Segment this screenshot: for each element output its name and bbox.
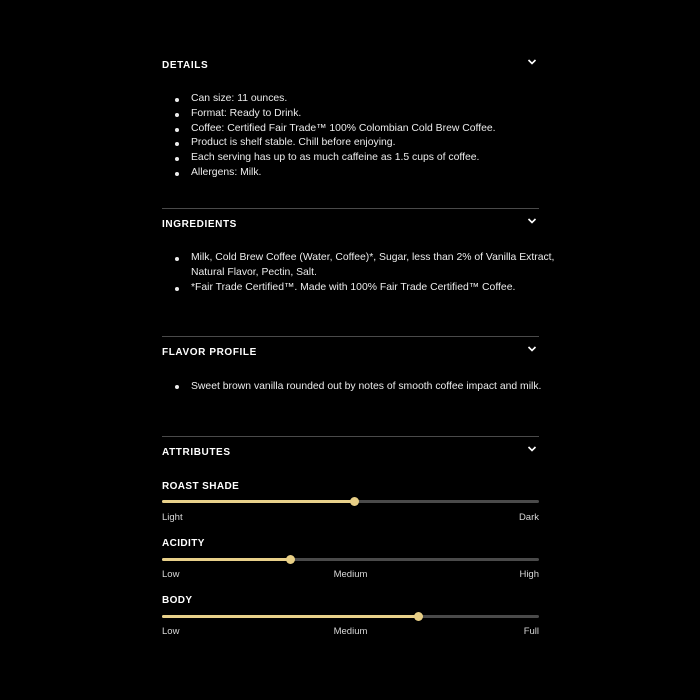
attribute-label-acidity: ACIDITY (162, 538, 205, 549)
attribute-label-roast-shade: ROAST SHADE (162, 481, 240, 492)
scale-label-min: Low (162, 626, 180, 637)
divider (162, 336, 539, 337)
list-item: Milk, Cold Brew Coffee (Water, Coffee)*, Sugar, less than 2% of Vanilla Extract, Natural Flavor, Pectin, Salt. (191, 251, 568, 281)
scale-label-min: Light (162, 512, 183, 523)
list-item: *Fair Trade Certified™. Made with 100% Fair Trade Certified™ Coffee. (191, 281, 568, 296)
section-header-attributes[interactable] (162, 444, 539, 464)
scale-label-min: Low (162, 569, 180, 580)
section-title-details: DETAILS (162, 60, 209, 71)
chevron-down-icon[interactable] (527, 444, 537, 454)
scale-label-max: Full (523, 626, 539, 637)
details-list (162, 92, 568, 181)
section-title-flavor-profile: FLAVOR PROFILE (162, 347, 257, 358)
divider (162, 436, 539, 437)
list-item: Coffee: Certified Fair Trade™ 100% Colombian Cold Brew Coffee. (191, 122, 568, 137)
section-header-ingredients[interactable] (162, 216, 539, 236)
list-item: Format: Ready to Drink. (191, 107, 568, 122)
section-title-ingredients: INGREDIENTS (162, 219, 237, 230)
body-slider[interactable] (162, 612, 539, 622)
chevron-down-icon[interactable] (527, 344, 537, 354)
list-item: Each serving has up to as much caffeine as 1.5 cups of coffee. (191, 151, 568, 166)
section-title-attributes: ATTRIBUTES (162, 447, 231, 458)
scale-label-mid: Medium (333, 569, 368, 580)
list-item: Allergens: Milk. (191, 166, 568, 181)
slider-thumb[interactable] (414, 612, 423, 621)
slider-fill (162, 615, 418, 618)
divider (162, 208, 539, 209)
slider-fill (162, 500, 354, 503)
attribute-label-body: BODY (162, 595, 193, 606)
list-item: Can size: 11 ounces. (191, 92, 568, 107)
slider-fill (162, 558, 290, 561)
flavor-profile-list (162, 379, 568, 396)
roast-shade-slider[interactable] (162, 497, 539, 507)
acidity-slider[interactable] (162, 555, 539, 565)
scale-label-max: High (519, 569, 539, 580)
scale-label-mid: Medium (333, 626, 368, 637)
list-item: Product is shelf stable. Chill before enjoying. (191, 136, 568, 151)
chevron-down-icon[interactable] (527, 216, 537, 226)
scale-label-max: Dark (518, 512, 539, 523)
ingredients-list (162, 251, 568, 295)
section-header-details[interactable] (162, 57, 539, 77)
chevron-down-icon[interactable] (527, 57, 537, 67)
slider-thumb[interactable] (286, 555, 295, 564)
section-header-flavor-profile[interactable] (162, 344, 539, 364)
slider-thumb[interactable] (350, 497, 359, 506)
list-item: Sweet brown vanilla rounded out by notes of smooth coffee impact and milk. (191, 379, 568, 396)
